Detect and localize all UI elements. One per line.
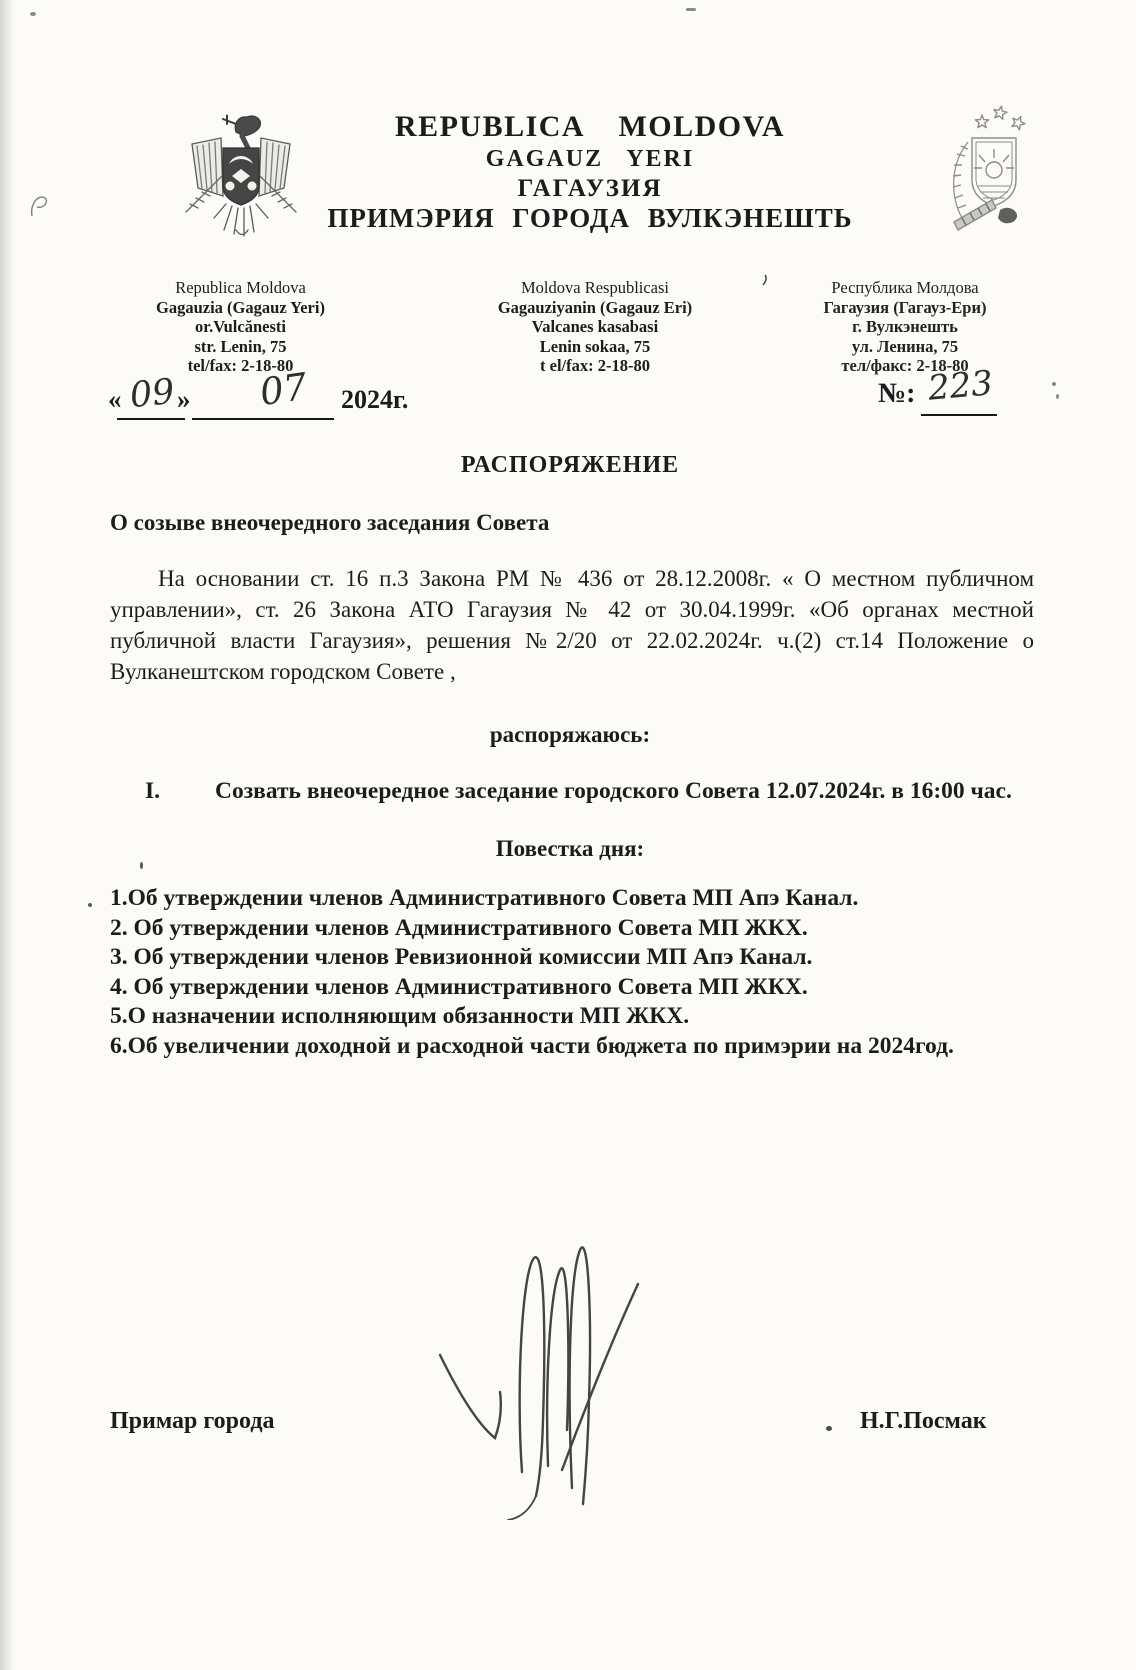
item-one-numeral: I. <box>145 778 161 804</box>
handwritten-month: 07 <box>257 364 310 415</box>
address-line: тел/факс: 2-18-80 <box>841 356 969 375</box>
agenda-item: 4. Об утверждении членов Административного Совета МП ЖКХ. <box>110 973 808 1000</box>
agenda-item: 5.О назначении исполняющим обязанности МП ЖКХ. <box>110 1003 690 1029</box>
address-line: str. Lenin, 75 <box>194 336 287 356</box>
agenda-item: 6.Об увеличении доходной и расходной части бюджета по примэрии на 2024год. <box>110 1032 954 1059</box>
address-line: г. Вулкэнешть <box>852 317 958 336</box>
agenda-item: 2. Об утверждении членов Административного Совета МП ЖКХ. <box>110 914 808 941</box>
order-body-paragraph: На основании ст. 16 п.3 Закона РМ № 436 от 28.12.2008г. « О местном публичном управлении», ст. 26 Закона АТО Гагаузия № 42 от 30.04.1999г. «Об органах местной публичной власти Гагаузия», решения №2/20 от 22.02.2024г. ч.(2) ст.14 Положение о Вулканештском городском Совете , <box>110 566 1034 684</box>
scan-artifact-dot <box>1056 394 1059 399</box>
agenda-item: 3. Об утверждении членов Ревизионной комиссии МП Апэ Канал. <box>110 944 813 970</box>
address-line: Гагаузия (Гагауз-Ери) <box>823 297 987 317</box>
scan-artifact-dot <box>30 12 36 16</box>
agenda-list <box>110 884 1040 1061</box>
item-one-text: Созвать внеочередное заседание городского Совета 12.07.2024г. в 16:00 час. <box>215 778 1012 804</box>
scan-artifact-tick <box>140 862 143 869</box>
scan-artifact-dot <box>88 903 92 907</box>
month-underline <box>192 418 334 420</box>
scan-artifact-dot <box>826 1426 832 1431</box>
scan-artifact-comma <box>762 274 770 286</box>
address-line: tel/fax: 2-18-80 <box>187 356 294 375</box>
handwritten-number: 223 <box>926 363 995 409</box>
handwritten-day: 09 <box>128 371 177 417</box>
address-line: ул. Ленина, 75 <box>851 336 959 356</box>
number-underline <box>921 414 997 416</box>
scan-artifact-squiggle <box>30 192 52 220</box>
scan-artifact-dash <box>686 8 696 11</box>
address-line: Gagauzia (Gagauz Yeri) <box>156 297 325 317</box>
header-gagauzia: ГАГАУЗИЯ <box>517 175 663 202</box>
address-line: Lenin sokaa, 75 <box>539 336 651 356</box>
address-line: Valcanes kasabasi <box>531 317 659 336</box>
address-column-romanian <box>128 278 353 376</box>
header-primaria-title: ПРИМЭРИЯ ГОРОДА ВУЛКЭНЕШТЬ <box>327 203 853 233</box>
address-line: t el/fax: 2-18-80 <box>540 356 650 375</box>
address-line: Республика Молдова <box>831 278 979 297</box>
agenda-heading: Повестка дня: <box>495 836 645 861</box>
date-close-quote: » <box>177 384 191 414</box>
scan-edge-shadow <box>0 0 14 1670</box>
address-line: Republica Moldova <box>175 278 306 297</box>
order-subject: О созыве внеочередного заседания Совета <box>110 510 550 535</box>
header-gagauz-yeri: GAGAUZ YERI <box>485 146 695 172</box>
address-line: Gagauziyanin (Gagauz Eri) <box>497 297 693 317</box>
header-republic-title: REPUBLICA MOLDOVA <box>394 110 786 143</box>
decree-word: распоряжаюсь: <box>489 722 651 747</box>
address-line: or.Vulcănesti <box>195 317 286 336</box>
scan-artifact-dot <box>1052 382 1056 386</box>
date-open-quote: « <box>108 384 122 414</box>
number-label: №: <box>878 378 916 409</box>
date-year: 2024г. <box>341 385 409 414</box>
agenda-item: 1.Об утверждении членов Административного Совета МП Апэ Канал. <box>110 885 859 911</box>
order-title: РАСПОРЯЖЕНИЕ <box>460 452 680 478</box>
signer-title: Примар города <box>110 1408 275 1434</box>
day-underline <box>117 418 185 420</box>
address-column-russian <box>790 278 1020 376</box>
address-column-gagauz <box>480 278 710 376</box>
signer-name: Н.Г.Посмак <box>860 1408 987 1434</box>
handwritten-signature <box>400 1220 680 1520</box>
address-line: Moldova Respublicasi <box>520 278 670 297</box>
